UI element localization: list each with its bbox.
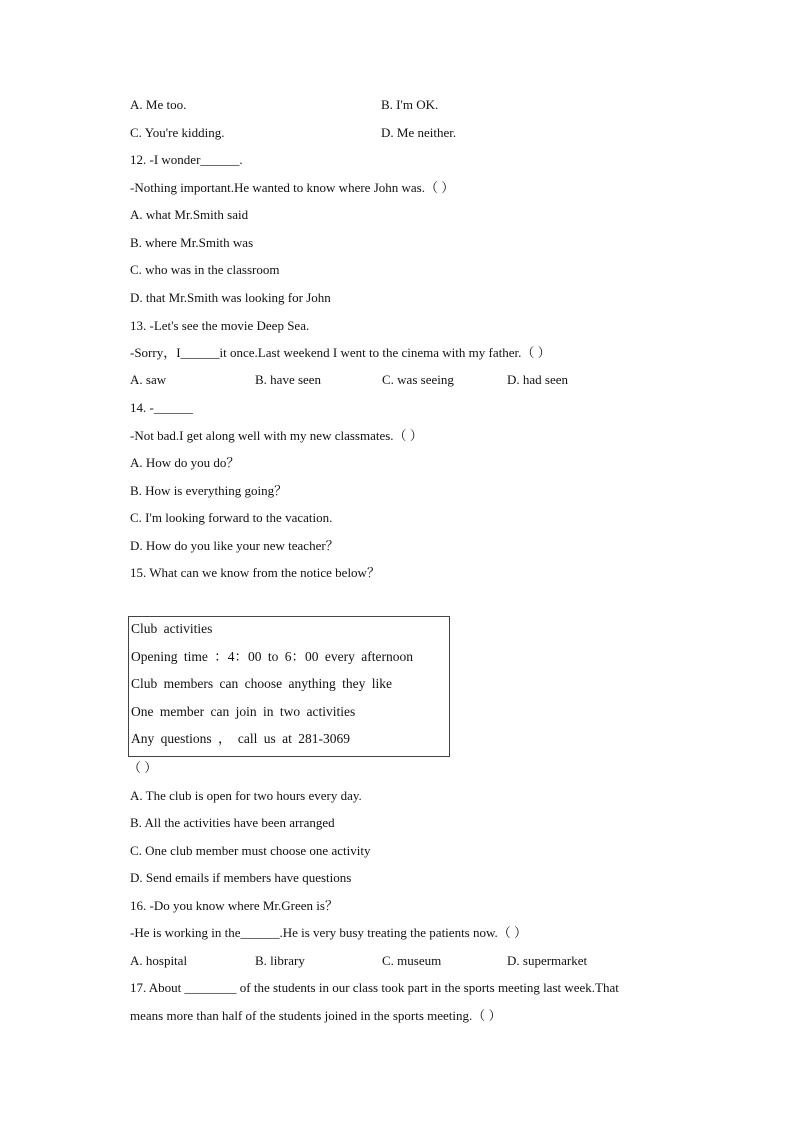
q12-option-a: A. what Mr.Smith said [130, 207, 249, 222]
q13-option-b: B. have seen [255, 372, 322, 387]
q16-answer-line: -He is working in the______.He is very busy treating the patients now.（ ） [130, 925, 528, 940]
q12-question: 12. -I wonder______. [130, 152, 243, 167]
q13-option-a: A. saw [130, 372, 167, 387]
q15-question: 15. What can we know from the notice below？ [130, 565, 380, 580]
notice-join-activities: One member can join in two activities [131, 704, 356, 719]
q12-option-c: C. who was in the classroom [130, 262, 280, 277]
q15-option-a: A. The club is open for two hours every day. [130, 788, 362, 803]
q11-option-c: C. You're kidding. [130, 125, 225, 140]
q14-option-b: B. How is everything going？ [130, 483, 288, 498]
q15-answer-paren: （ ） [128, 760, 158, 775]
q14-question: 14. -______ [130, 400, 193, 415]
q13-question: 13. -Let's see the movie Deep Sea. [130, 318, 310, 333]
notice-members-choose: Club members can choose anything they like [131, 676, 392, 691]
q16-question: 16. -Do you know where Mr.Green is？ [130, 898, 338, 913]
q13-option-d: D. had seen [507, 372, 569, 387]
q11-option-a: A. Me too. [130, 97, 187, 112]
notice-title: Club activities [131, 621, 213, 636]
q16-option-a: A. hospital [130, 953, 188, 968]
q11-option-d: D. Me neither. [381, 125, 457, 140]
q17-question-line2: means more than half of the students joined in the sports meeting.（ ） [130, 1008, 502, 1023]
q14-option-d: D. How do you like your new teacher？ [130, 538, 339, 553]
q16-option-d: D. supermarket [507, 953, 588, 968]
q14-answer-line: -Not bad.I get along well with my new classmates.（ ） [130, 428, 423, 443]
club-notice-box [128, 616, 450, 757]
q12-answer-line: -Nothing important.He wanted to know where John was.（ ） [130, 180, 455, 195]
q12-option-d: D. that Mr.Smith was looking for John [130, 290, 331, 305]
q13-option-c: C. was seeing [382, 372, 454, 387]
q15-option-d: D. Send emails if members have questions [130, 870, 352, 885]
notice-opening-time: Opening time ：4：00 to 6：00 every afternoon [131, 649, 413, 664]
q15-option-c: C. One club member must choose one activity [130, 843, 371, 858]
q16-option-c: C. museum [382, 953, 442, 968]
q16-option-b: B. library [255, 953, 305, 968]
q15-option-b: B. All the activities have been arranged [130, 815, 335, 830]
q12-option-b: B. where Mr.Smith was [130, 235, 254, 250]
q14-option-c: C. I'm looking forward to the vacation. [130, 510, 333, 525]
q17-question-line1: 17. About ________ of the students in our class took part in the sports meeting last week.That [130, 980, 619, 995]
q13-answer-line: -Sorry，I______it once.Last weekend I went to the cinema with my father.（ ） [130, 345, 551, 360]
q14-option-a: A. How do you do？ [130, 455, 240, 470]
q11-option-b: B. I'm OK. [381, 97, 439, 112]
notice-contact: Any questions ， call us at 281-3069 [131, 731, 350, 746]
